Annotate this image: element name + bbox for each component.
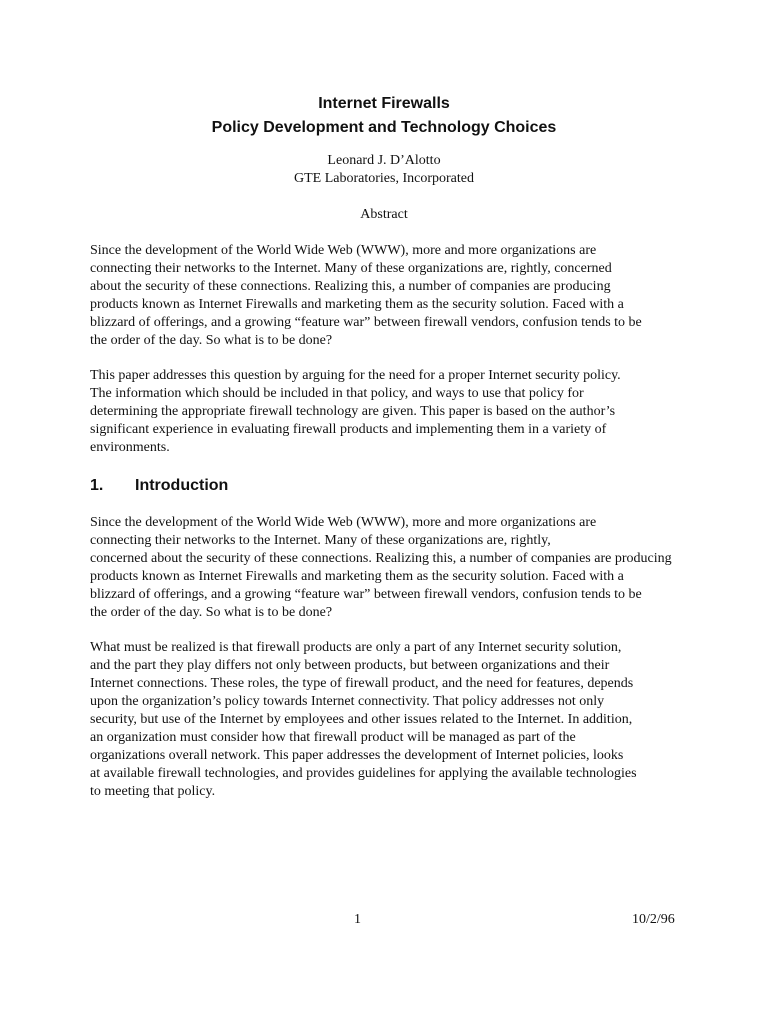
text-line: products known as Internet Firewalls and marketing them as the security solution. Faced with a	[90, 297, 624, 312]
text-line: the order of the day. So what is to be done?	[90, 605, 333, 620]
text-line: the order of the day. So what is to be done?	[90, 333, 333, 348]
text-line: blizzard of offerings, and a growing “feature war” between firewall vendors, confusion tends to be	[90, 315, 642, 330]
text-line: organizations overall network. This paper addresses the development of Internet policies, looks	[90, 748, 624, 763]
text-line: connecting their networks to the Internet. Many of these organizations are, rightly, concerned	[90, 261, 612, 276]
text-line: The information which should be included in that policy, and ways to use that policy for	[90, 386, 584, 401]
section-heading-introduction	[90, 476, 228, 496]
author-affiliation: GTE Laboratories, Incorporated	[294, 171, 474, 186]
title-line-2: Policy Development and Technology Choices	[211, 119, 557, 136]
text-line: an organization must consider how that firewall product will be managed as part of the	[90, 730, 576, 745]
text-line: and the part they play differs not only between products, but between organizations and their	[90, 658, 610, 673]
text-line: upon the organization’s policy towards Internet connectivity. That policy addresses not only	[90, 694, 605, 709]
author-name: Leonard J. D’Alotto	[327, 153, 441, 168]
text-line: Since the development of the World Wide Web (WWW), more and more organizations are	[90, 515, 597, 530]
text-line: blizzard of offerings, and a growing “feature war” between firewall vendors, confusion tends to be	[90, 587, 642, 602]
text-line: connecting their networks to the Internet. Many of these organizations are, rightly,	[90, 533, 551, 548]
footer-date: 10/2/96	[632, 912, 675, 927]
section-title: Introduction	[135, 477, 229, 494]
text-line: security, but use of the Internet by employees and other issues related to the Internet. In addition,	[90, 712, 633, 727]
text-line: concerned about the security of these connections. Realizing this, a number of companies are producing	[90, 551, 672, 566]
section-number: 1.	[90, 477, 104, 494]
text-line: What must be realized is that firewall products are only a part of any Internet security solution,	[90, 640, 622, 655]
text-line: at available firewall technologies, and provides guidelines for applying the available technologies	[90, 766, 637, 781]
abstract-paragraph-2	[90, 367, 690, 457]
abstract-heading: Abstract	[360, 207, 408, 222]
text-line: about the security of these connections. Realizing this, a number of companies are producing	[90, 279, 611, 294]
text-line: Since the development of the World Wide Web (WWW), more and more organizations are	[90, 243, 597, 258]
text-line: determining the appropriate firewall technology are given. This paper is based on the author’s	[90, 404, 616, 419]
text-line: Internet connections. These roles, the type of firewall product, and the need for features, depends	[90, 676, 634, 691]
text-line: products known as Internet Firewalls and marketing them as the security solution. Faced with a	[90, 569, 624, 584]
text-line: significant experience in evaluating firewall products and implementing them in a variety of	[90, 422, 607, 437]
title-line-1: Internet Firewalls	[318, 95, 450, 112]
page-number: 1	[354, 912, 361, 927]
text-line: environments.	[90, 440, 170, 455]
author-block	[0, 152, 768, 188]
introduction-paragraph-1	[90, 514, 690, 622]
abstract-paragraph-1	[90, 242, 690, 350]
introduction-paragraph-2	[90, 639, 690, 801]
text-line: to meeting that policy.	[90, 784, 216, 799]
paper-title	[0, 92, 768, 140]
text-line: This paper addresses this question by arguing for the need for a proper Internet security policy.	[90, 368, 621, 383]
